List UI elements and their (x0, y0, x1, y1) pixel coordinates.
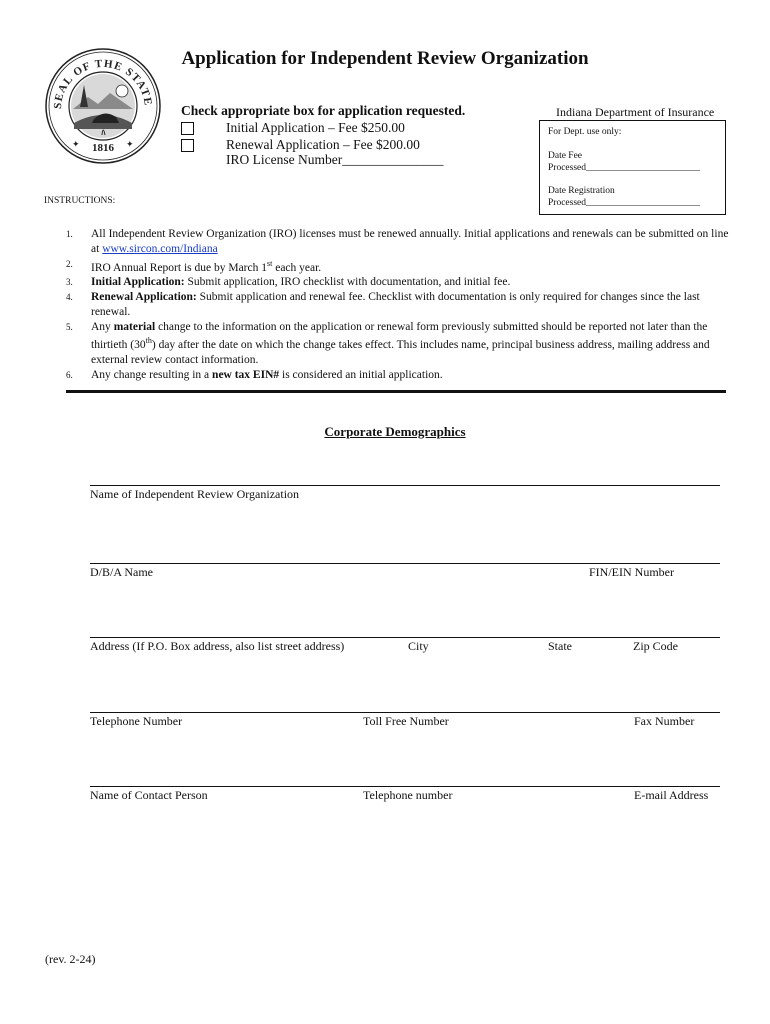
state-label: State (548, 639, 572, 653)
dept-use-label: For Dept. use only: (548, 127, 622, 137)
initial-application-option[interactable] (181, 120, 405, 136)
date-fee-label: Date Fee (548, 151, 583, 161)
telephone-label: Telephone Number (90, 714, 183, 728)
seal-year: 1816 (92, 142, 114, 154)
instructions-label: INSTRUCTIONS: (44, 196, 116, 206)
svg-text:✦: ✦ (126, 139, 134, 149)
org-name-label: Name of Independent Review Organization (90, 487, 300, 501)
date-fee-processed: Processed________________________ (548, 163, 700, 173)
seal-ring-text: SEAL OF THE STATE (51, 57, 155, 110)
instructions-list (44, 227, 734, 383)
city-label: City (408, 639, 429, 653)
list-item: 3. Initial Application: Submit application, IRO checklist with documentation, and initial fee. (66, 276, 511, 289)
dba-label: D/B/A Name (90, 565, 153, 579)
toll-free-label: Toll Free Number (363, 714, 449, 728)
list-item: 6. Any change resulting in a new tax EIN# is considered an initial application. (66, 368, 443, 381)
renewal-application-option[interactable] (181, 137, 420, 153)
list-item: 4. Renewal Application: Submit application and renewal fee. Checklist with documentation is only required for changes since the last renewal. (66, 291, 700, 318)
date-registration-processed: Processed________________________ (548, 198, 700, 208)
phone-line[interactable] (90, 712, 720, 713)
contact-line[interactable] (90, 786, 720, 787)
dept-use-box (539, 120, 726, 215)
renewal-application-checkbox[interactable] (181, 139, 194, 152)
check-heading: Check appropriate box for application requested. (181, 103, 466, 118)
sircon-link[interactable]: www.sircon.com/Indiana (102, 242, 218, 255)
contact-phone-label: Telephone number (363, 788, 453, 802)
initial-application-checkbox[interactable] (181, 122, 194, 135)
dba-line[interactable] (90, 563, 720, 564)
department-name: Indiana Department of Insurance (556, 105, 715, 119)
org-name-line[interactable] (90, 485, 720, 486)
document-title: Application for Independent Review Organization (181, 48, 589, 69)
address-label: Address (If P.O. Box address, also list street address) (90, 639, 345, 653)
email-label: E-mail Address (634, 788, 709, 802)
zip-label: Zip Code (633, 639, 678, 653)
list-item: 5. Any material change to the information on the application or renewal form previously submitted should be reported not later than the thirtieth (30th) day after the date on which the change takes effect. This includes name, principal business address, mailing address and external review contact information. (66, 320, 710, 367)
section-divider (66, 390, 726, 393)
contact-person-label: Name of Contact Person (90, 788, 208, 802)
corporate-demographics-title: Corporate Demographics (324, 424, 466, 439)
iro-license-field[interactable]: IRO License Number_______________ (226, 152, 444, 167)
fax-label: Fax Number (634, 714, 695, 728)
revision-label: (rev. 2-24) (45, 952, 96, 966)
initial-application-label: Initial Application – Fee $250.00 (226, 120, 405, 135)
list-item: 1. All Independent Review Organization (IRO) licenses must be renewed annually. Initial applications and renewals can be submitted on line at www.sircon.com/Indiana (66, 228, 729, 255)
address-line[interactable] (90, 637, 720, 638)
renewal-application-label: Renewal Application – Fee $200.00 (226, 137, 420, 152)
fin-ein-label: FIN/EIN Number (589, 565, 674, 579)
svg-text:✦: ✦ (72, 139, 80, 149)
date-registration-label: Date Registration (548, 186, 615, 196)
list-item: 2. IRO Annual Report is due by March 1st each year. (66, 258, 322, 274)
